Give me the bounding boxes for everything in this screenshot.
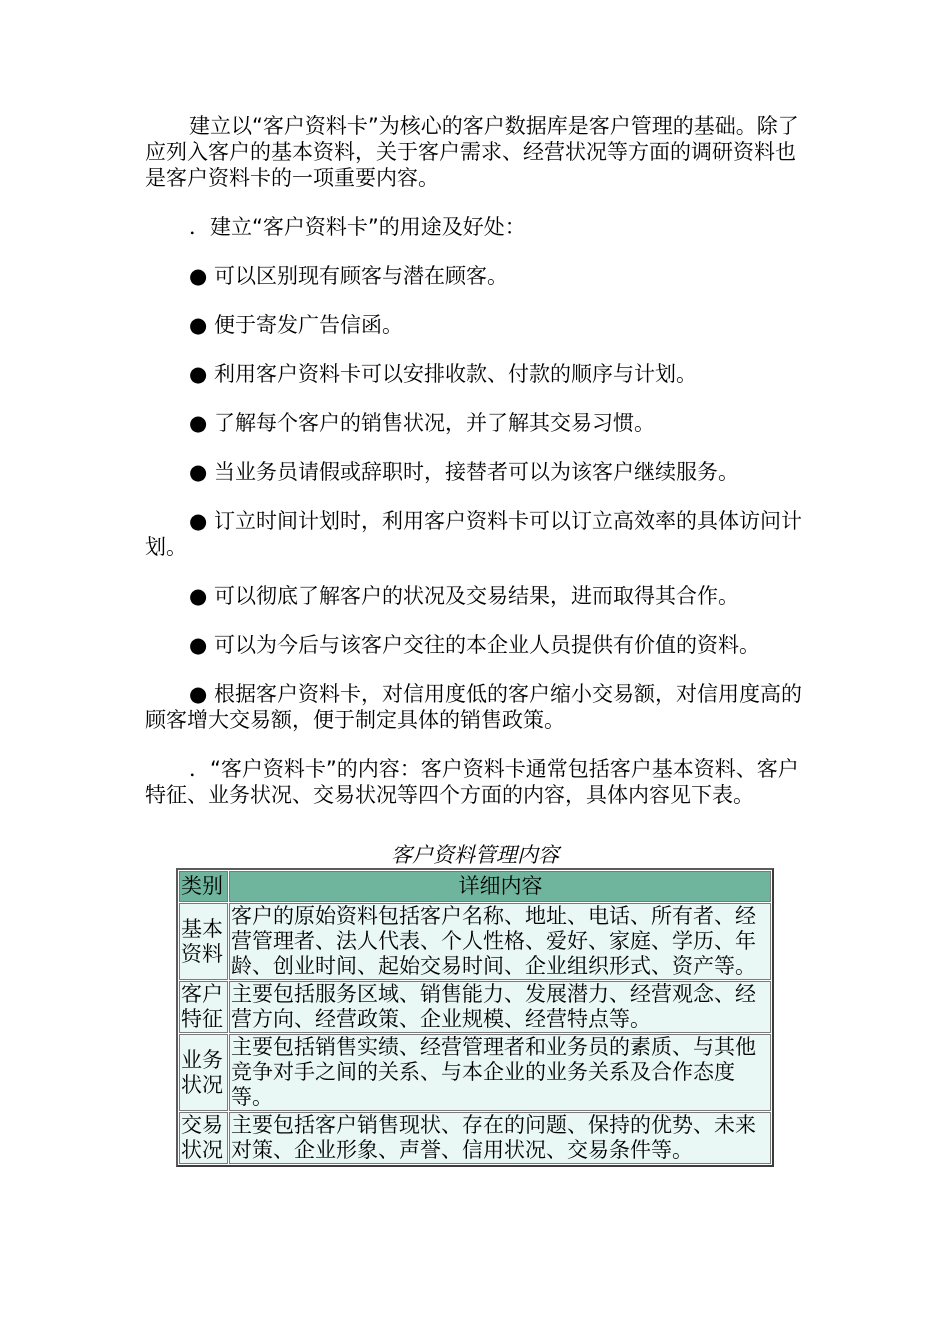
table-row xyxy=(179,1112,771,1164)
row-category: 交易状况 xyxy=(179,1112,228,1164)
row-detail: 主要包括销售实绩、经营管理者和业务员的素质、与其他竞争对手之间的关系、与本企业的业务关系及合作态度等。 xyxy=(229,1034,771,1111)
table-row xyxy=(179,981,771,1033)
bullet-item: ● 可以区别现有顾客与潜在顾客。 xyxy=(189,264,508,288)
bullet-item: ● 可以彻底了解客户的状况及交易结果，进而取得其合作。 xyxy=(189,584,739,608)
row-category: 基本资料 xyxy=(179,903,228,980)
uses-heading: ．建立“客户资料卡”的用途及好处： xyxy=(189,215,526,239)
content-paragraph: ．“客户资料卡”的内容：客户资料卡通常包括客户基本资料、客户特征、业务状况、交易状况等四个方面的内容，具体内容见下表。 xyxy=(145,757,799,807)
row-detail: 主要包括服务区域、销售能力、发展潜力、经营观念、经营方向、经营政策、企业规模、经营特点等。 xyxy=(229,981,771,1033)
row-detail: 客户的原始资料包括客户名称、地址、电话、所有者、经营管理者、法人代表、个人性格、爱好、家庭、学历、年龄、创业时间、起始交易时间、企业组织形式、资产等。 xyxy=(229,903,771,980)
header-detail: 详细内容 xyxy=(229,871,771,902)
row-category: 客户特征 xyxy=(179,981,228,1033)
bullet-item: ● 了解每个客户的销售状况，并了解其交易习惯。 xyxy=(189,411,655,435)
document-body xyxy=(145,113,810,831)
header-category: 类别 xyxy=(179,871,228,902)
row-detail: 主要包括客户销售现状、存在的问题、保持的优势、未来对策、企业形象、声誉、信用状况、交易条件等。 xyxy=(229,1112,771,1164)
table-header-row xyxy=(179,871,771,902)
bullet-item: ● 当业务员请假或辞职时，接替者可以为该客户继续服务。 xyxy=(189,460,739,484)
bullet-item: ● 订立时间计划时，利用客户资料卡可以订立高效率的具体访问计划。 xyxy=(145,509,802,559)
bullet-item: ● 根据客户资料卡，对信用度低的客户缩小交易额，对信用度高的顾客增大交易额，便于制定具体的销售政策。 xyxy=(145,682,802,732)
bullet-item: ● 利用客户资料卡可以安排收款、付款的顺序与计划。 xyxy=(189,362,697,386)
intro-paragraph: 建立以“客户资料卡”为核心的客户数据库是客户管理的基础。除了应列入客户的基本资料，关于客户需求、经营状况等方面的调研资料也是客户资料卡的一项重要内容。 xyxy=(145,114,799,190)
bullet-item: ● 可以为今后与该客户交往的本企业人员提供有价值的资料。 xyxy=(189,633,760,657)
table-caption: 客户资料管理内容 xyxy=(391,843,559,867)
table-row xyxy=(179,903,771,980)
bullet-item: ● 便于寄发广告信函。 xyxy=(189,313,403,337)
table-row xyxy=(179,1034,771,1111)
row-category: 业务状况 xyxy=(179,1034,228,1111)
customer-info-table xyxy=(176,868,774,1167)
